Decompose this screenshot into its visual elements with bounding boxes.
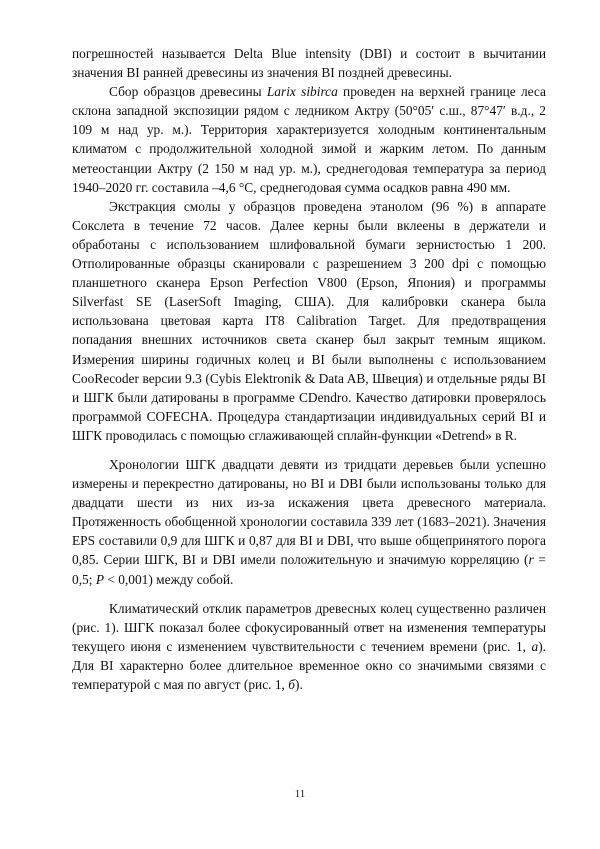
italic-text-run: P: [95, 571, 104, 587]
text-run: Климатический отклик параметров древесных колец существенно различен (рис. 1). ШГК показал более сфокусированный ответ на изменения температуры текущего июня с изменением чувствительности с течением времени (рис. 1,: [72, 600, 546, 654]
document-page: [72, 44, 546, 694]
text-run: < 0,001) между собой.: [104, 571, 234, 587]
paragraph-climate-response: [72, 599, 546, 694]
text-run: Экстракция смолы у образцов проведена этанолом (96 %) в аппарате Сокслета в течение 72 часов. Далее керны были вклеены в держатели и обработаны с использованием шлифовальной бумаги зернистостью 1 200. Отполированные образцы сканировали с разрешением 3 200 dpi с помощью планшетного сканера Epson Perfection V800 (Epson, Япония) и программы Silverfast SE (LaserSoft Imaging, США). Для калибровки сканера была использована цветовая карта IT8 Calibration Target. Для предотвращения попадания внешних источников света сканер был закрыт темным ящиком. Измерения ширины годичных колец и BI были выполнены с использованием CooRecoder версии 9.3 (Cybis Elektronik & Data AB, Швеция) и отдельные ряды BI и ШГК были датированы в программе CDendro. Качество датировки проверялось программой COFECHA. Процедура стандартизации индивидуальных серий BI и ШГК проводилась с помощью сглаживающей сплайн-функции «Detrend» в R.: [72, 198, 546, 443]
italic-text-run: б: [288, 677, 295, 692]
text-run: = 0,5;: [72, 552, 546, 587]
italic-text-run: Larix sibirca: [266, 84, 338, 100]
italic-text-run: а: [531, 638, 539, 654]
paragraph-sample-preparation: [72, 197, 546, 445]
paragraph-continuation: [72, 44, 546, 82]
text-run: погрешностей называется Delta Blue intensity (DBI) и состоит в вычитании значения BI ранней древесины из значения BI поздней древесины.: [72, 46, 546, 81]
italic-text-run: r: [528, 552, 534, 568]
text-run: ).: [294, 677, 303, 692]
text-run: Сбор образцов древесины: [109, 84, 267, 100]
paragraph-site-description: [72, 82, 546, 197]
page-number: 11: [294, 788, 306, 800]
text-run: ). Для BI характерно более длительное временное окно со значимыми связями с температурой с мая по август (рис. 1,: [72, 638, 546, 692]
text-run: Хронологии ШГК двадцати девяти из тридцати деревьев были успешно измерены и перекрестно датированы, но BI и DBI были использованы только для двадцати шести из них из-за искажения цвета древесного материала. Протяженность обобщенной хронологии составила 339 лет (1683–2021). Значения EPS составили 0,9 для ШГК и 0,87 для BI и DBI, что выше общепринятого порога 0,85. Серии ШГК, BI и DBI имели положительную и значимую корреляцию (: [72, 456, 546, 568]
text-run: проведен на верхней границе леса склона западной экспозиции рядом с ледником Актру (50°05′ с.ш., 87°47′ в.д., 2 109 м над ур. м.). Территория характеризуется холодным континентальным климатом с продолжительной холодной зимой и жарким летом. По данным метеостанции Актру (2 150 м над ур. м.), среднегодовая температура за период 1940–2020 гг. составила –4,6 °C, среднегодовая сумма осадков равна 490 мм.: [72, 84, 546, 195]
paragraph-chronologies: [72, 455, 546, 589]
